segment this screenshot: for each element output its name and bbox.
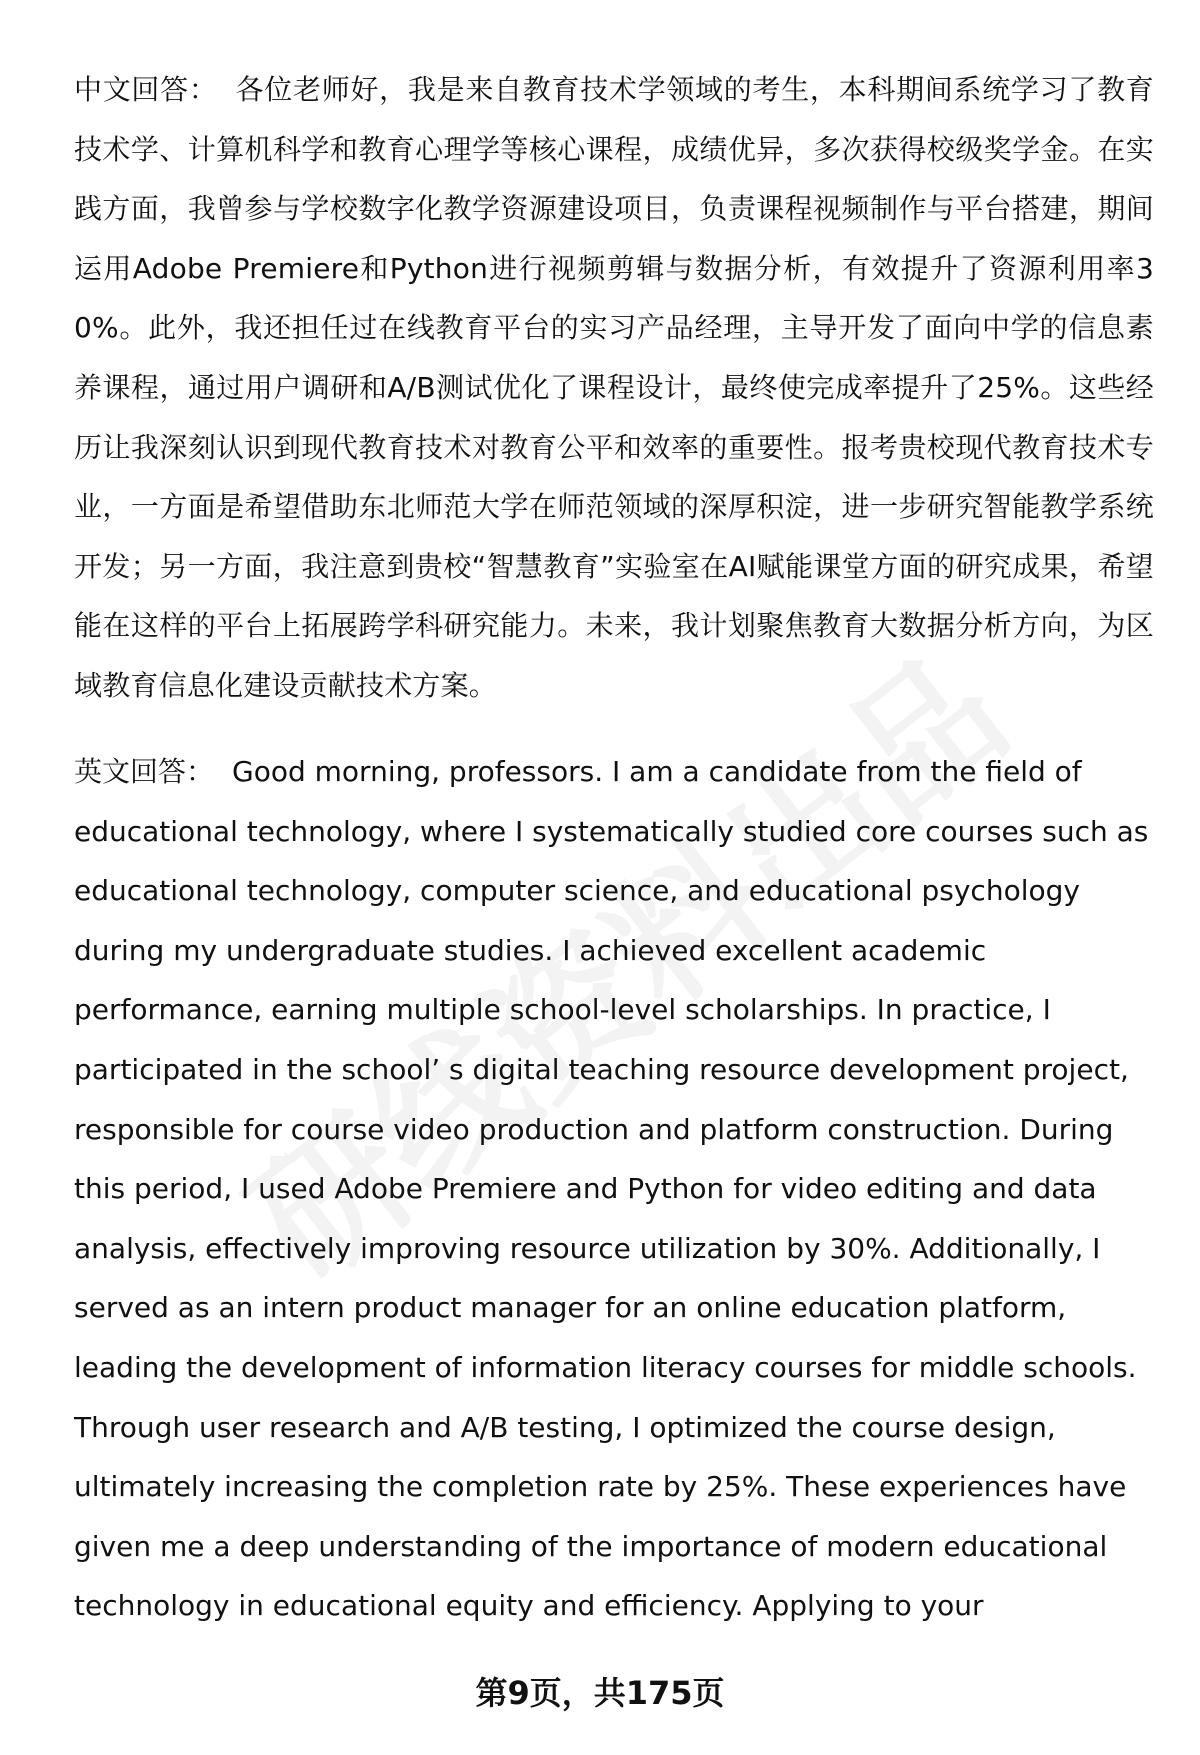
- english-answer-paragraph: [74, 742, 1154, 1636]
- chinese-answer-label: 中文回答：: [74, 73, 218, 106]
- english-answer-text: Good morning, professors. I am a candidate from the field of educational technology, where I systematically studied core courses such as educational technology, computer science, and educational psychology during my undergraduate studies. I achieved excellent academic performance, earning multiple school-level scholarships. In practice, I participated in the school’ s digital teaching resource development project, responsible for course video production and platform construction. During this period, I used Adobe Premiere and Python for video editing and data analysis, effectively improving resource utilization by 30%. Additionally, I served as an intern product manager for an online education platform, leading the development of information literacy courses for middle schools. Through user research and A/B testing, I optimized the course design, ultimately increasing the completion rate by 25%. These experiences have given me a deep understanding of the importance of modern educational technology in educational equity and efficiency. Applying to your: [74, 755, 1149, 1623]
- english-answer-label: 英文回答：: [74, 755, 215, 788]
- page-number-footer: 第9页，共175页: [475, 1674, 725, 1712]
- chinese-answer-paragraph: [74, 60, 1154, 716]
- chinese-answer-text: 各位老师好，我是来自教育技术学领域的考生，本科期间系统学习了教育技术学、计算机科学和教育心理学等核心课程，成绩优异，多次获得校级奖学金。在实践方面，我曾参与学校数字化教学资源建设项目，负责课程视频制作与平台搭建，期间运用Adobe Premiere和Python进行视频剪辑与数据分析，有效提升了资源利用率30%。此外，我还担任过在线教育平台的实习产品经理，主导开发了面向中学的信息素养课程，通过用户调研和A/B测试优化了课程设计，最终使完成率提升了25%。这些经历让我深刻认识到现代教育技术对教育公平和效率的重要性。报考贵校现代教育技术专业，一方面是希望借助东北师范大学在师范领域的深厚积淀，进一步研究智能教学系统开发；另一方面，我注意到贵校“智慧教育”实验室在AI赋能课堂方面的研究成果，希望能在这样的平台上拓展跨学科研究能力。未来，我计划聚焦教育大数据分析方向，为区域教育信息化建设贡献技术方案。: [74, 73, 1154, 702]
